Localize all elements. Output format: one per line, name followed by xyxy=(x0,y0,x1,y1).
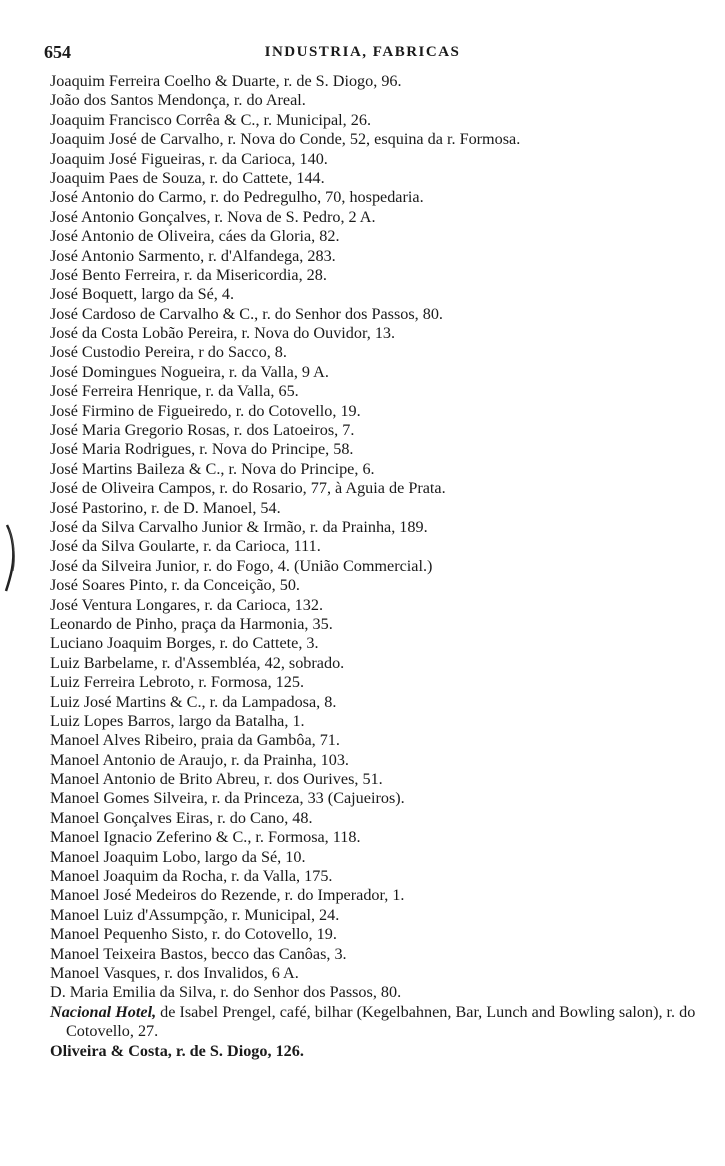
list-item: Luiz Lopes Barros, largo da Batalha, 1. xyxy=(50,711,305,730)
list-item: José Maria Gregorio Rosas, r. dos Latoeiros, 7. xyxy=(50,421,355,440)
nacional-hotel-details: de Isabel Prengel, café, bilhar (Kegelbahnen, Bar, Lunch and Bowling salon), r. do Cotovello, 27. xyxy=(66,1002,696,1041)
list-item: José da Silva Goularte, r. da Carioca, 111. xyxy=(50,537,321,556)
list-item: José Custodio Pereira, r do Sacco, 8. xyxy=(50,343,287,362)
list-item: Manoel Ignacio Zeferino & C., r. Formosa, 118. xyxy=(50,828,361,847)
list-item: Joaquim Francisco Corrêa & C., r. Municipal, 26. xyxy=(50,110,371,129)
list-item: João dos Santos Mendonça, r. do Areal. xyxy=(50,91,306,110)
nacional-hotel-entry xyxy=(50,1003,700,1042)
list-item: Luiz Ferreira Lebroto, r. Formosa, 125. xyxy=(50,673,304,692)
list-item: Joaquim José de Carvalho, r. Nova do Conde, 52, esquina da r. Formosa. xyxy=(50,130,521,149)
list-item: José Bento Ferreira, r. da Misericordia, 28. xyxy=(50,265,327,284)
running-head: INDUSTRIA, FABRICAS xyxy=(264,44,461,60)
list-item: José da Silva Carvalho Junior & Irmão, r. da Prainha, 189. xyxy=(50,517,428,536)
list-item: Manoel José Medeiros do Rezende, r. do Imperador, 1. xyxy=(50,886,405,905)
list-item: José Ferreira Henrique, r. da Valla, 65. xyxy=(50,382,299,401)
list-item: Joaquim Ferreira Coelho & Duarte, r. de S. Diogo, 96. xyxy=(50,72,402,90)
list-item: Luiz Barbelame, r. d'Assembléa, 42, sobrado. xyxy=(50,653,345,672)
list-item: Manoel Teixeira Bastos, becco das Canôas, 3. xyxy=(50,944,347,963)
list-item: Leonardo de Pinho, praça da Harmonia, 35. xyxy=(50,614,333,633)
page-number: 654 xyxy=(44,42,71,62)
list-item: Manoel Alves Ribeiro, praia da Gambôa, 71. xyxy=(50,731,340,750)
nacional-hotel-name: Nacional Hotel, xyxy=(50,1002,157,1021)
list-item: Manoel Joaquim da Rocha, r. da Valla, 175. xyxy=(50,867,333,886)
list-item: Manoel Luiz d'Assumpção, r. Municipal, 24. xyxy=(50,905,340,924)
list-item: Manoel Antonio de Araujo, r. da Prainha, 103. xyxy=(50,750,349,769)
list-item: José Boquett, largo da Sé, 4. xyxy=(50,285,235,304)
binding-edge-mark xyxy=(4,523,18,593)
list-item: José Pastorino, r. de D. Manoel, 54. xyxy=(50,498,281,517)
list-item: José Antonio Sarmento, r. d'Alfandega, 283. xyxy=(50,246,336,265)
list-item: José da Silveira Junior, r. do Fogo, 4. (União Commercial.) xyxy=(50,556,433,575)
list-item: José Soares Pinto, r. da Conceição, 50. xyxy=(50,576,300,595)
list-item: Manoel Joaquim Lobo, largo da Sé, 10. xyxy=(50,847,306,866)
list-item: José Firmino de Figueiredo, r. do Cotovello, 19. xyxy=(50,401,361,420)
list-item: José da Costa Lobão Pereira, r. Nova do Ouvidor, 13. xyxy=(50,324,396,343)
list-item: Manoel Gomes Silveira, r. da Princeza, 33 (Cajueiros). xyxy=(50,789,405,808)
list-item: José de Oliveira Campos, r. do Rosario, 77, à Aguia de Prata. xyxy=(50,479,446,498)
oliveira-costa-entry: Oliveira & Costa, r. de S. Diogo, 126. xyxy=(50,1041,304,1060)
list-item: José Martins Baileza & C., r. Nova do Principe, 6. xyxy=(50,459,375,478)
directory-entries xyxy=(50,72,700,1061)
list-item: Joaquim José Figueiras, r. da Carioca, 140. xyxy=(50,149,328,168)
list-item: Manoel Vasques, r. dos Invalidos, 6 A. xyxy=(50,963,299,982)
list-item: José Antonio Gonçalves, r. Nova de S. Pedro, 2 A. xyxy=(50,207,376,226)
list-item: Manoel Pequenho Sisto, r. do Cotovello, 19. xyxy=(50,925,337,944)
list-item: José Ventura Longares, r. da Carioca, 132. xyxy=(50,595,324,614)
list-item: José Cardoso de Carvalho & C., r. do Senhor dos Passos, 80. xyxy=(50,304,443,323)
list-item: D. Maria Emilia da Silva, r. do Senhor dos Passos, 80. xyxy=(50,983,402,1002)
list-item: José Antonio de Oliveira, cáes da Gloria, 82. xyxy=(50,227,340,246)
list-item: José Domingues Nogueira, r. da Valla, 9 A. xyxy=(50,362,329,381)
list-item: Joaquim Paes de Souza, r. do Cattete, 144. xyxy=(50,168,325,187)
list-item: José Antonio do Carmo, r. do Pedregulho, 70, hospedaria. xyxy=(50,188,424,207)
list-item: Manoel Gonçalves Eiras, r. do Cano, 48. xyxy=(50,808,313,827)
list-item: Luciano Joaquim Borges, r. do Cattete, 3. xyxy=(50,634,319,653)
list-item: Luiz José Martins & C., r. da Lampadosa, 8. xyxy=(50,692,337,711)
list-item: José Maria Rodrigues, r. Nova do Principe, 58. xyxy=(50,440,354,459)
list-item: Manoel Antonio de Brito Abreu, r. dos Ourives, 51. xyxy=(50,770,383,789)
